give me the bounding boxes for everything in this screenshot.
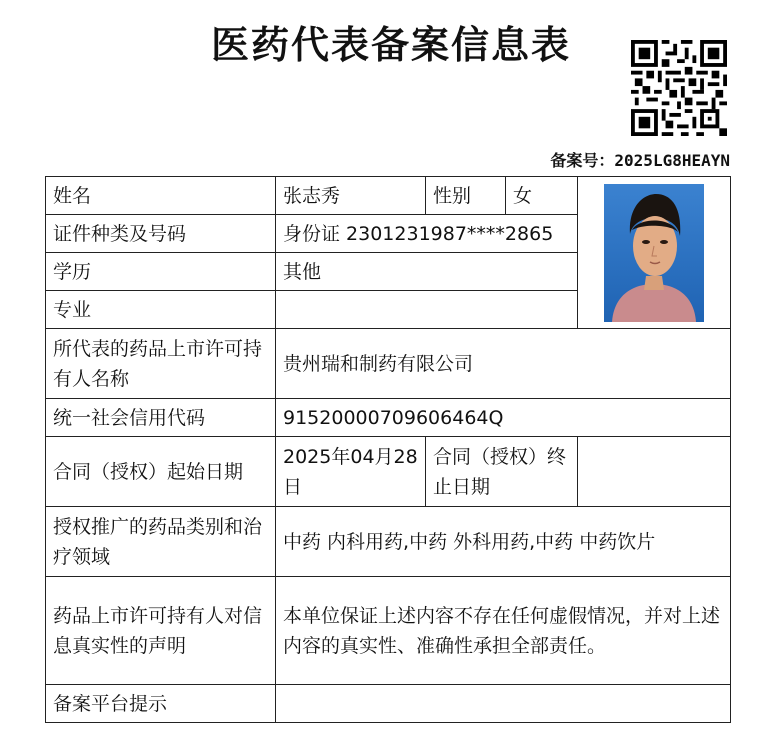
row-credit [46,399,731,437]
row-platform [46,685,731,723]
end-value [578,437,731,507]
major-value [276,291,578,329]
scope-label: 授权推广的药品类别和治疗领域 [46,507,276,577]
name-label: 姓名 [46,177,276,215]
start-value: 2025年04月28日 [276,437,426,507]
qr-code [631,40,727,136]
record-number-label: 备案号： [550,151,615,170]
credit-value: 91520000709606464Q [276,399,731,437]
row-contract-dates [46,437,731,507]
gender-label: 性别 [426,177,506,215]
gender-value: 女 [506,177,578,215]
holder-value: 贵州瑞和制药有限公司 [276,329,731,399]
row-statement [46,577,731,685]
id-label: 证件种类及号码 [46,215,276,253]
id-value: 身份证 2301231987****2865 [276,215,578,253]
major-label: 专业 [46,291,276,329]
row-scope [46,507,731,577]
record-number-value: 2025LG8HEAYN [614,151,730,170]
row-holder [46,329,731,399]
row-name [46,177,731,215]
end-label: 合同（授权）终止日期 [426,437,578,507]
statement-label: 药品上市许可持有人对信息真实性的声明 [46,577,276,685]
start-label: 合同（授权）起始日期 [46,437,276,507]
name-value: 张志秀 [276,177,426,215]
statement-value: 本单位保证上述内容不存在任何虚假情况，并对上述内容的真实性、准确性承担全部责任。 [276,577,731,685]
platform-value [276,685,731,723]
holder-label: 所代表的药品上市许可持有人名称 [46,329,276,399]
record-number [550,148,730,171]
page-title: 医药代表备案信息表 [210,23,571,67]
education-label: 学历 [46,253,276,291]
credit-label: 统一社会信用代码 [46,399,276,437]
info-table [45,176,731,723]
photo-cell [578,177,731,329]
education-value: 其他 [276,253,578,291]
applicant-photo [604,184,704,322]
scope-value: 中药 内科用药,中药 外科用药,中药 中药饮片 [276,507,731,577]
platform-label: 备案平台提示 [46,685,276,723]
